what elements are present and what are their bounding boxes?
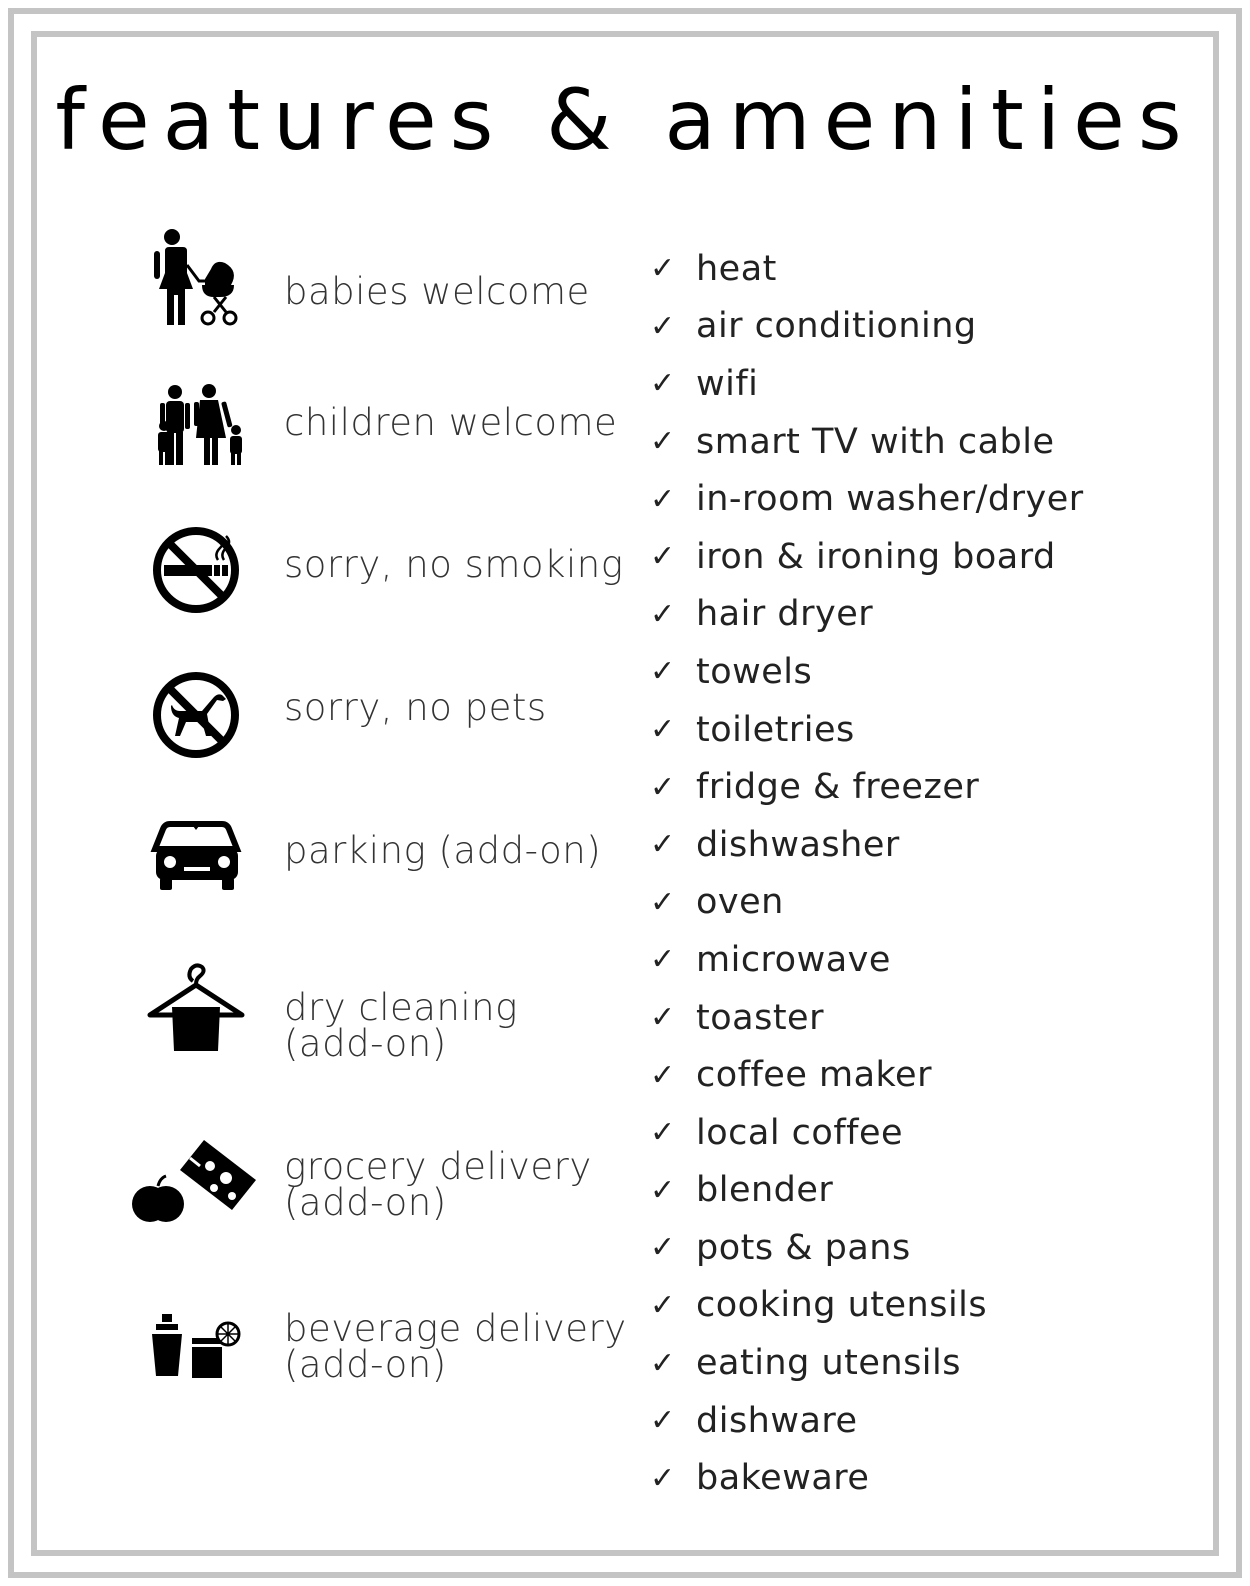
amenity-label: air conditioning (696, 306, 977, 347)
amenity-label: smart TV with cable (696, 421, 1055, 462)
list-item (650, 470, 1084, 528)
amenity-label: fridge & freezer (696, 767, 980, 808)
list-item (650, 643, 1084, 701)
no-pets-icon (130, 665, 260, 775)
amenity-label: hair dryer (696, 594, 874, 635)
feature-label-line1: grocery delivery (284, 1145, 592, 1188)
list-item (650, 1277, 1084, 1335)
amenity-label: dishware (696, 1400, 858, 1441)
feature-label: sorry, no pets (284, 686, 547, 729)
amenity-label: toaster (696, 997, 824, 1038)
check-icon: ✓ (650, 827, 676, 863)
list-item (650, 240, 1084, 298)
check-icon: ✓ (650, 712, 676, 748)
check-icon: ✓ (650, 251, 676, 287)
list-item (650, 1392, 1084, 1450)
feature-label-line2: (add-on) (284, 1022, 447, 1065)
amenities-checklist (650, 240, 1084, 1507)
feature-label-line2: (add-on) (284, 1343, 447, 1386)
list-item (650, 1046, 1084, 1104)
amenity-label: local coffee (696, 1112, 904, 1153)
list-item (650, 413, 1084, 471)
check-icon: ✓ (650, 1230, 676, 1266)
amenity-label: blender (696, 1170, 834, 1211)
check-icon: ✓ (650, 481, 676, 517)
amenity-label: iron & ironing board (696, 536, 1056, 577)
amenity-label: microwave (696, 939, 891, 980)
amenity-label: pots & pans (696, 1227, 911, 1268)
check-icon: ✓ (650, 424, 676, 460)
amenity-label: dishwasher (696, 824, 900, 865)
list-item (650, 989, 1084, 1047)
amenity-label: oven (696, 882, 784, 923)
feature-label: babies welcome (284, 270, 590, 313)
check-icon: ✓ (650, 1000, 676, 1036)
check-icon: ✓ (650, 539, 676, 575)
amenity-label: towels (696, 651, 813, 692)
list-item (650, 528, 1084, 586)
list-item (650, 1219, 1084, 1277)
check-icon: ✓ (650, 1172, 676, 1208)
check-icon: ✓ (650, 1115, 676, 1151)
list-item (650, 586, 1084, 644)
list-item (650, 816, 1084, 874)
check-icon: ✓ (650, 1057, 676, 1093)
car-icon (130, 810, 260, 920)
list-item (650, 298, 1084, 356)
amenity-label: in-room washer/dryer (696, 479, 1084, 520)
feature-label-line1: dry cleaning (284, 986, 518, 1029)
list-item (650, 1449, 1084, 1507)
list-item (650, 1104, 1084, 1162)
check-icon: ✓ (650, 1345, 676, 1381)
feature-label: sorry, no smoking (284, 543, 624, 586)
list-item (650, 931, 1084, 989)
feature-label-line1: beverage delivery (284, 1307, 627, 1350)
page-title: features & amenities (55, 71, 1195, 169)
check-icon: ✓ (650, 654, 676, 690)
amenity-label: eating utensils (696, 1343, 961, 1384)
beverage-icon (130, 1300, 260, 1410)
check-icon: ✓ (650, 1403, 676, 1439)
check-icon: ✓ (650, 1460, 676, 1496)
list-item (650, 874, 1084, 932)
amenity-label: toiletries (696, 709, 855, 750)
check-icon: ✓ (650, 308, 676, 344)
family-icon (130, 380, 260, 490)
list-item (650, 355, 1084, 413)
check-icon: ✓ (650, 366, 676, 402)
amenity-label: coffee maker (696, 1055, 932, 1096)
list-item (650, 1162, 1084, 1220)
mother-with-stroller-icon (130, 225, 260, 335)
feature-label: children welcome (284, 401, 618, 444)
amenity-label: bakeware (696, 1458, 870, 1499)
amenity-label: cooking utensils (696, 1285, 988, 1326)
check-icon: ✓ (650, 596, 676, 632)
check-icon: ✓ (650, 942, 676, 978)
list-item (650, 758, 1084, 816)
grocery-icon (130, 1130, 260, 1240)
amenity-label: heat (696, 248, 777, 289)
feature-label-line2: (add-on) (284, 1181, 447, 1224)
list-item (650, 701, 1084, 759)
list-item (650, 1334, 1084, 1392)
no-smoking-icon (130, 520, 260, 630)
check-icon: ✓ (650, 1287, 676, 1323)
check-icon: ✓ (650, 769, 676, 805)
feature-label: parking (add-on) (284, 829, 602, 872)
hanger-icon (130, 955, 260, 1065)
amenity-label: wifi (696, 363, 759, 404)
check-icon: ✓ (650, 884, 676, 920)
